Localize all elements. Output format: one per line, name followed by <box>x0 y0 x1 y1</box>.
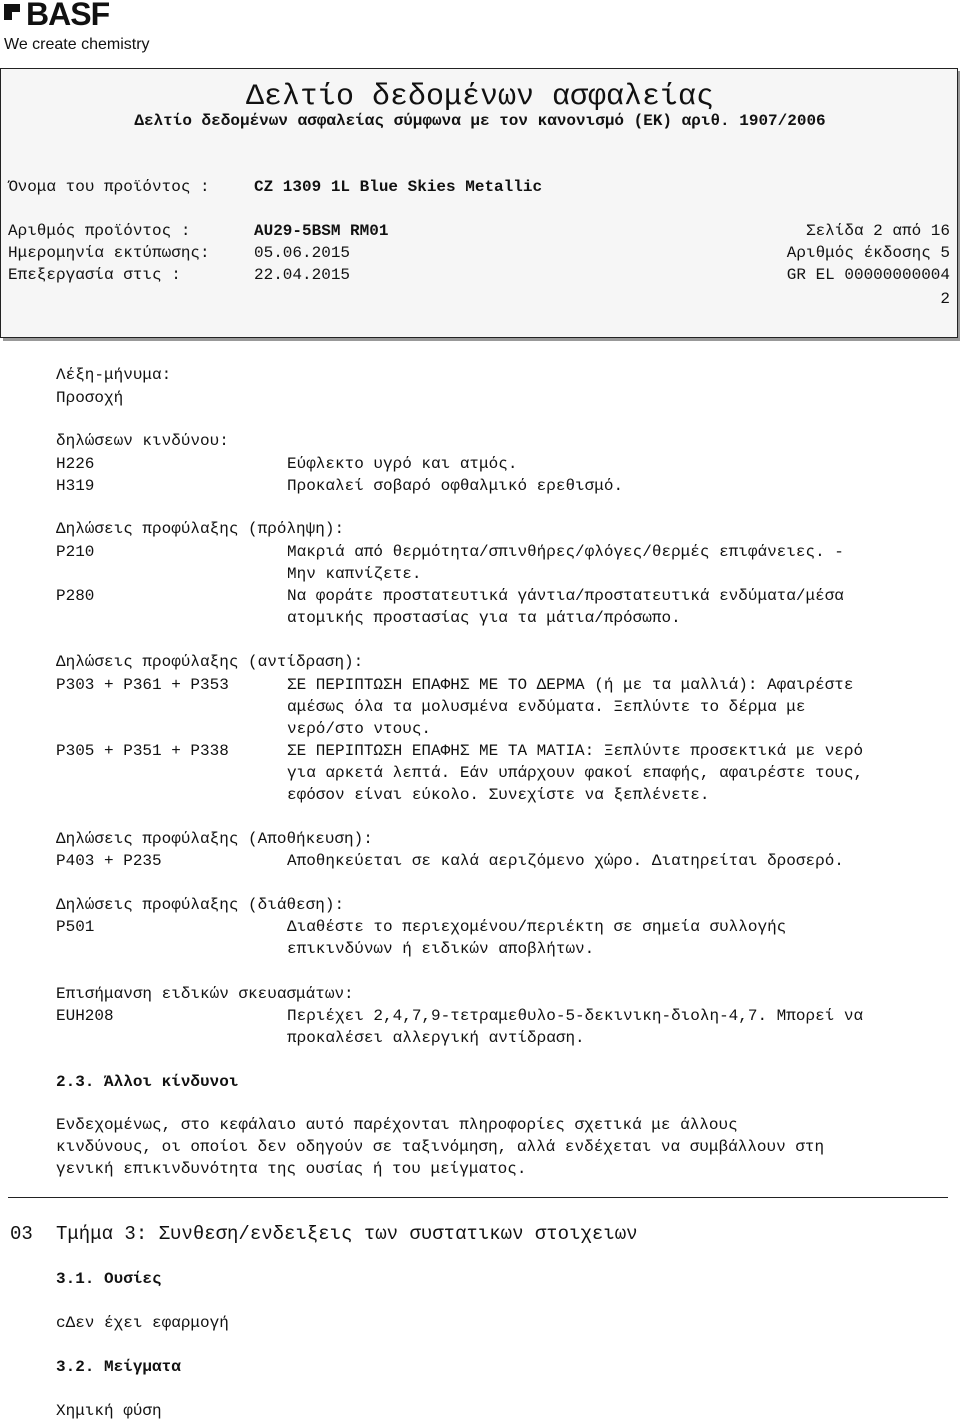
product-name-label: Όνομα του προϊόντος : <box>8 178 210 196</box>
statement-text: Μακριά από θερμότητα/σπινθήρες/φλόγες/θερμές επιφάνειες. - <box>287 543 844 561</box>
logo-brand: BASF <box>26 0 110 32</box>
processed-label: Επεξεργασία στις : <box>8 266 181 284</box>
statement-text: νερό/στο ντους. <box>287 720 432 738</box>
signal-word-label: Λέξη-μήνυμα: <box>56 366 172 384</box>
statement-text: Εύφλεκτο υγρό και ατμός. <box>287 455 518 473</box>
section-number: 03 <box>10 1223 33 1245</box>
statement-text: Προκαλεί σοβαρό οφθαλμικό ερεθισμό. <box>287 477 624 495</box>
disposal-heading: Δηλώσεις προφύλαξης (διάθεση): <box>56 896 345 914</box>
statement-text: Αποθηκεύεται σε καλά αεριζόμενο χώρο. Διατηρείται δροσερό. <box>287 852 844 870</box>
hazard-statements-heading: δηλώσεων κινδύνου: <box>56 432 229 450</box>
statement-code: H226 <box>56 455 95 473</box>
statement-text: ατομικής προστασίας για τα μάτια/πρόσωπο. <box>287 609 681 627</box>
section-divider <box>8 1197 948 1198</box>
statement-text: προκαλέσει αλλεργική αντίδραση. <box>287 1029 585 1047</box>
statement-text: Περιέχει 2,4,7,9-τετραμεθυλο-5-δεκινικη-διολη-4,7. Μπορεί να <box>287 1007 864 1025</box>
processed-value: 22.04.2015 <box>254 266 351 284</box>
product-number-value: AU29-5BSM RM01 <box>254 222 389 240</box>
logo-tagline: We create chemistry <box>4 36 150 53</box>
substances-text: cΔεν έχει εφαρμογή <box>56 1314 229 1332</box>
other-hazards-text: κινδύνους, οι οποίοι δεν οδηγούν σε ταξινόμηση, αλλά ενδέχεται να συμβάλλουν στη <box>56 1138 825 1156</box>
statement-code: P280 <box>56 587 95 605</box>
print-date-label: Ημερομηνία εκτύπωσης: <box>8 244 210 262</box>
statement-text: Μην καπνίζετε. <box>287 565 422 583</box>
statement-text: αμέσως όλα τα μολυσμένα ενδύματα. Ξεπλύντε το δέρμα με <box>287 698 806 716</box>
print-date-value: 05.06.2015 <box>254 244 351 262</box>
logo-square-icon <box>4 4 20 20</box>
signal-word-value: Προσοχή <box>56 389 124 407</box>
response-heading: Δηλώσεις προφύλαξης (αντίδραση): <box>56 653 364 671</box>
statement-text: Να φοράτε προστατευτικά γάντια/προστατευτικά ενδύματα/μέσα <box>287 587 844 605</box>
statement-code: P303 + P361 + P353 <box>56 676 229 694</box>
page-number: Σελίδα 2 από 16 <box>805 222 950 240</box>
statement-code: P210 <box>56 543 95 561</box>
storage-heading: Δηλώσεις προφύλαξης (Αποθήκευση): <box>56 830 373 848</box>
document-code-continued: 2 <box>940 290 950 308</box>
document-subtitle: Δελτίο δεδομένων ασφαλείας σύμφωνα με τον κανονισμό (ΕΚ) αριθ. 1907/2006 <box>134 112 826 130</box>
statement-code: H319 <box>56 477 95 495</box>
version-number: Αριθμός έκδοσης 5 <box>786 244 950 262</box>
statement-text: επικινδύνων ή ειδικών αποβλήτων. <box>287 940 595 958</box>
substances-heading: 3.1. Ουσίες <box>56 1270 162 1288</box>
statement-text: ΣΕ ΠΕΡΙΠΤΩΣΗ ΕΠΑΦΗΣ ΜΕ ΤΟ ΔΕΡΜΑ (ή με τα μαλλιά): Αφαιρέστε <box>287 676 854 694</box>
chemical-nature-label: Χημική φύση <box>56 1402 162 1420</box>
statement-code: P305 + P351 + P338 <box>56 742 229 760</box>
other-hazards-text: γενική επικινδυνότητα της ουσίας ή του μείγματος. <box>56 1160 527 1178</box>
special-labelling-heading: Επισήμανση ειδικών σκευασμάτων: <box>56 985 354 1003</box>
statement-text: ΣΕ ΠΕΡΙΠΤΩΣΗ ΕΠΑΦΗΣ ΜΕ ΤΑ ΜΑΤΙΑ: Ξεπλύντε προσεκτικά με νερό <box>287 742 864 760</box>
statement-code: P501 <box>56 918 95 936</box>
statement-text: για αρκετά λεπτά. Εάν υπάρχουν φακοί επαφής, αφαιρέστε τους, <box>287 764 864 782</box>
statement-code: P403 + P235 <box>56 852 162 870</box>
other-hazards-heading: 2.3. Άλλοι κίνδυνοι <box>56 1073 239 1091</box>
document-title: Δελτίο δεδομένων ασφαλείας <box>245 80 715 114</box>
product-number-label: Αριθμός προϊόντος : <box>8 222 191 240</box>
other-hazards-text: Ενδεχομένως, στο κεφάλαιο αυτό παρέχονται πληροφορίες σχετικά με άλλους <box>56 1116 738 1134</box>
statement-code: EUH208 <box>56 1007 114 1025</box>
statement-text: Διαθέστε το περιεχομένου/περιέκτη σε σημεία συλλογής <box>287 918 787 936</box>
section-title: Τμήμα 3: Συνθεση/ενδειξεις των συστατικων στοιχειων <box>56 1223 638 1245</box>
statement-text: εφόσον είναι εύκολο. Συνεχίστε να ξεπλένετε. <box>287 786 710 804</box>
product-name-value: CZ 1309 1L Blue Skies Metallic <box>254 178 543 196</box>
prevention-heading: Δηλώσεις προφύλαξης (πρόληψη): <box>56 520 345 538</box>
mixtures-heading: 3.2. Μείγματα <box>56 1358 181 1376</box>
document-code: GR EL 00000000004 <box>786 266 950 284</box>
